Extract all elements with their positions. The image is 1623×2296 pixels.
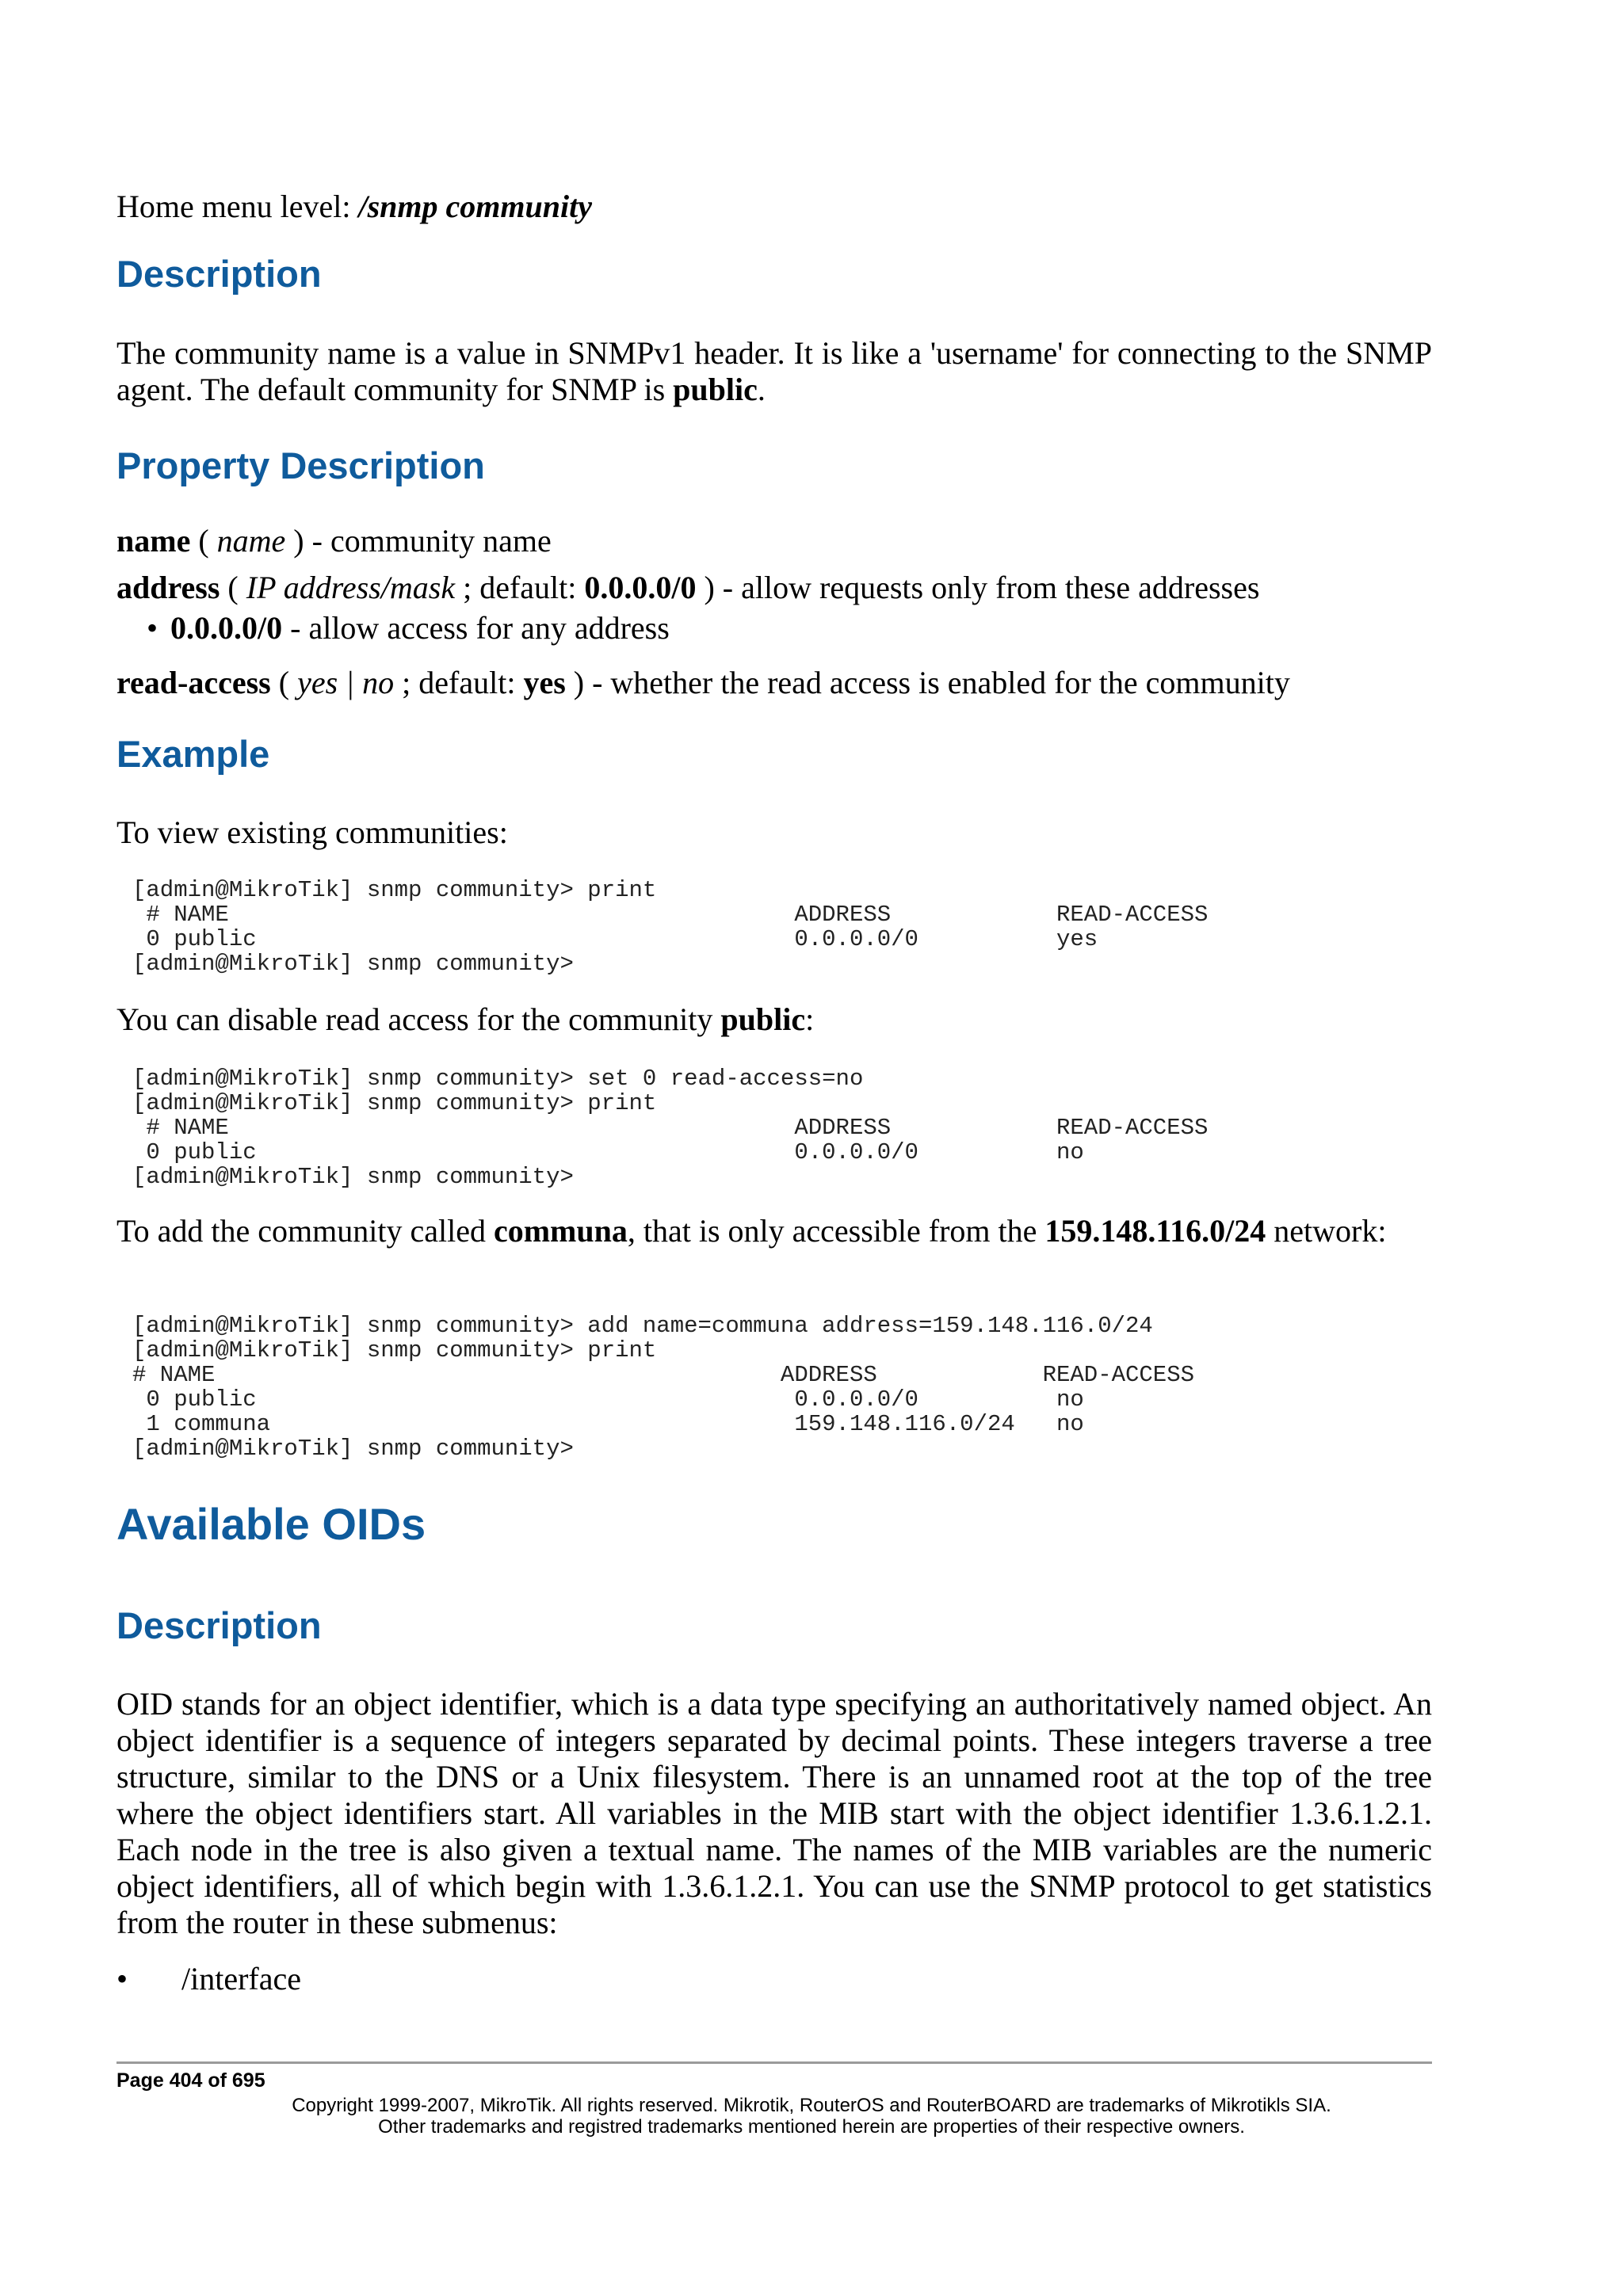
code-block-1: [admin@MikroTik] snmp community> print # NAME ADDRESS READ-ACCESS 0 public 0.0.0.0/0 yes [admin@MikroTik] snmp community>: [132, 877, 1209, 977]
code-block-2: [admin@MikroTik] snmp community> set 0 read-access=no [admin@MikroTik] snmp community> print # NAME ADDRESS READ-ACCESS 0 public 0.0.0.0/0 no [admin@MikroTik] snmp community>: [132, 1066, 1209, 1190]
oid-description-text: OID stands for an object identifier, which is a data type specifying an authoritatively named object. An object identifier is a sequence of integers separated by decimal points. These integers traverse a tree structure, similar to the DNS or a Unix filesystem. There is an unnamed root at the top of the tree where the object identifiers start. All variables in the MIB start with the object identifier 1.3.6.1.2.1. Each node in the tree is also given a textual name. The names of the MIB variables are the numeric object identifiers, all of which begin with 1.3.6.1.2.1. You can use the SNMP protocol to get statistics from the router in these submenus:: [116, 1686, 1432, 1940]
intro2-bold: public: [720, 1001, 806, 1037]
oid-description-heading: Description: [116, 1604, 322, 1646]
property-description-heading: Property Description: [116, 444, 485, 486]
oid-submenu-list-item: [116, 1961, 301, 1997]
property-name-type: name: [216, 523, 286, 559]
menu-level-line: [116, 189, 592, 225]
submenu-interface: /interface: [181, 1961, 301, 1997]
property-address-label: address: [116, 570, 220, 605]
community-description: [116, 335, 1432, 408]
default-label: ; default:: [394, 665, 524, 700]
description-bold-public: public: [673, 372, 758, 407]
property-address-type: IP address/mask: [246, 570, 456, 605]
property-address: [116, 570, 1259, 606]
copyright-line-1: Copyright 1999-2007, MikroTik. All rights reserved. Mikrotik, RouterOS and RouterBOARD are trademarks of Mikrotikls SIA.: [292, 2095, 1331, 2116]
page-number: Page 404 of 695: [116, 2069, 265, 2092]
property-read-access-type: yes | no: [297, 665, 395, 700]
address-bullet-item: [147, 610, 670, 646]
intro3-text-3: network:: [1266, 1213, 1387, 1249]
address-bullet-desc: - allow access for any address: [282, 610, 670, 646]
description-heading: Description: [116, 253, 322, 295]
description-text-end: .: [757, 372, 766, 407]
example-heading: Example: [116, 733, 270, 775]
intro3-text-2: , that is only accessible from the: [627, 1213, 1045, 1249]
paren-open: (: [270, 665, 298, 700]
copyright-line-2: Other trademarks and registred trademarks mentioned herein are properties of their respective owners.: [378, 2116, 1245, 2138]
available-oids-title: Available OIDs: [116, 1499, 426, 1549]
property-address-default: 0.0.0.0/0: [584, 570, 697, 605]
bullet-icon: •: [116, 1961, 128, 1997]
menu-level-value: /snmp community: [358, 189, 592, 224]
intro2-text-end: :: [805, 1001, 815, 1037]
intro3-bold-network: 159.148.116.0/24: [1044, 1213, 1266, 1249]
default-label: ; default:: [455, 570, 585, 605]
property-read-access: [116, 665, 1290, 701]
example-intro-3: [116, 1213, 1432, 1249]
paren-open: (: [190, 523, 217, 559]
bullet-icon: •: [147, 610, 158, 646]
address-bullet-value: 0.0.0.0/0: [170, 610, 283, 646]
example-intro-2: [116, 1001, 814, 1038]
property-read-access-default: yes: [523, 665, 566, 700]
example-intro-1: To view existing communities:: [116, 814, 508, 850]
property-address-desc: ) - allow requests only from these addresses: [696, 570, 1260, 605]
property-name-desc: ) - community name: [285, 523, 552, 559]
footer-divider: [116, 2061, 1432, 2064]
paren-open: (: [220, 570, 246, 605]
code-block-3: [admin@MikroTik] snmp community> add name=communa address=159.148.116.0/24 [admin@MikroTik] snmp community> print # NAME ADDRESS READ-ACCESS 0 public 0.0.0.0/0 no 1 communa 159.148.116.0/24 no [admin@MikroTik] snmp community>: [132, 1313, 1195, 1462]
intro3-bold-communa: communa: [493, 1213, 628, 1249]
property-read-access-label: read-access: [116, 665, 271, 700]
menu-level-label: Home menu level:: [116, 189, 351, 224]
intro2-text: You can disable read access for the community: [116, 1001, 721, 1037]
property-read-access-desc: ) - whether the read access is enabled for the community: [565, 665, 1290, 700]
intro3-text-1: To add the community called: [116, 1213, 494, 1249]
property-name: [116, 523, 552, 559]
description-text: The community name is a value in SNMPv1 header. It is like a 'username' for connecting to the SNMP agent. The default community for SNMP is: [116, 335, 1432, 407]
property-name-label: name: [116, 523, 191, 559]
